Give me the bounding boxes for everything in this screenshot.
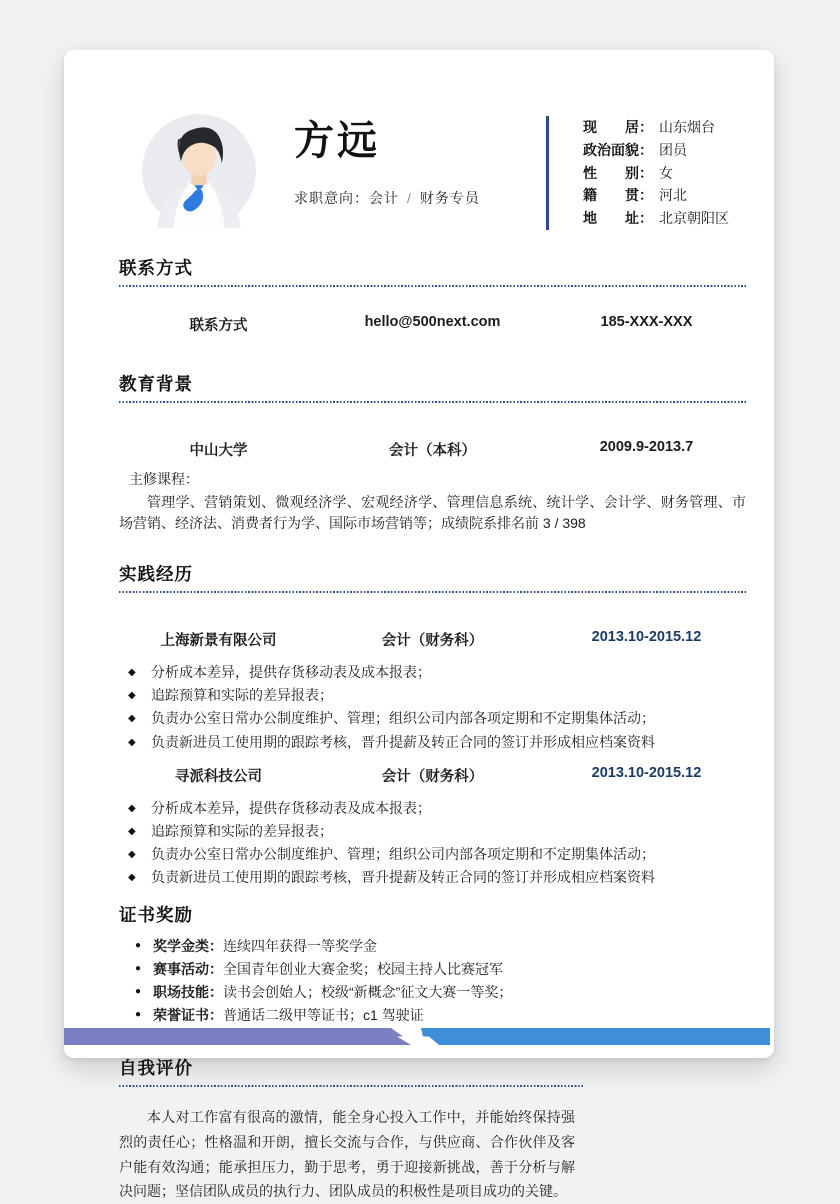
section-contact [119,256,746,335]
avatar [142,114,256,228]
diamond-bullet-icon: ◆ [128,849,136,861]
certificate-label: 荣誉证书： [153,1007,223,1024]
diamond-bullet-icon: ◆ [128,872,136,884]
info-row-political-status [583,139,744,162]
section-divider [119,591,746,593]
courses-text: 管理学、营销策划、微观经济学、宏观经济学、管理信息系统、统计学、会计学、财务管理、市场营销、经济法、消费者行为学、国际市场营销等；成绩院系排名前 3 / 398 [119,493,746,532]
info-row-native-place [583,184,744,207]
section-divider [119,401,746,403]
certificate-text: 普通话二级甲等证书；c1 驾驶证 [223,1007,424,1024]
dot-bullet-icon: ● [135,962,142,974]
self-evaluation-text: 本人对工作富有很高的激情，能全身心投入工作中，并能始终保持强烈的责任心；性格温和开朗，擅长交流与合作，与供应商、合作伙伴及客户能有效沟通；能承担压力，勤于思考，勇于迎接新挑战，善于分析与解决问题；坚信团队成员的执行力、团队成员的积极性是项目成功的关键。 [119,1109,575,1200]
section-title-education: 教育背景 [119,373,193,394]
info-colon: ： [639,119,653,135]
certificate-label: 奖学金类： [153,937,223,954]
section-title-certificates: 证书奖励 [119,904,193,925]
certificate-text: 全国青年创业大赛金奖；校园主持人比赛冠军 [223,960,503,977]
diamond-bullet-icon: ◆ [128,826,136,837]
avatar-photo-icon [142,114,256,228]
job-bullet-text: 追踪预算和实际的差异报表； [151,687,333,704]
job-bullet-text: 负责新进员工使用期的跟踪考核，晋升提薪及转正合同的签订并形成相应档案资料 [151,733,655,750]
job-bullet [119,797,746,820]
job-bullet [119,731,746,754]
footer-decoration [64,1028,770,1045]
info-row-residence [583,116,744,139]
certificate-label: 职场技能： [153,984,223,1001]
section-certificates [119,903,746,1028]
job-department: 会计（财务科） [381,632,484,649]
job-bullet-text: 负责办公室日常办公制度维护、管理；组织公司内部各项定期和不定期集体活动； [151,710,655,727]
education-major: 会计（本科） [388,442,476,459]
section-divider [119,285,746,287]
diamond-bullet-icon: ◆ [128,736,136,748]
education-row [119,439,746,460]
info-row-address [583,207,744,230]
section-title-self-evaluation: 自我评价 [119,1058,193,1079]
contact-label: 联系方式 [189,317,248,334]
education-school: 中山大学 [189,442,248,459]
dot-bullet-icon: ● [135,1009,142,1021]
info-label: 地 址 [583,210,639,227]
job-department: 会计（财务科） [381,768,484,785]
diamond-bullet-icon: ◆ [128,690,136,702]
info-label: 政治面貌 [583,141,639,158]
certificate-text: 连续四年获得一等奖学金 [223,937,377,954]
job-bullet [119,843,746,866]
job-intent-option-1: 会计 [369,190,399,206]
job-bullet-text: 负责新进员工使用期的跟踪考核，晋升提薪及转正合同的签订并形成相应档案资料 [151,869,655,886]
info-colon: ： [639,141,653,158]
diamond-bullet-icon: ◆ [128,713,136,725]
section-title-experience: 实践经历 [119,563,193,584]
contact-email: hello@500next.com [364,313,501,330]
name-block [294,114,480,208]
job-header [119,765,746,786]
resume-header [64,50,774,230]
section-experience [119,562,746,890]
resume-body [64,256,774,1204]
job-bullet-text: 负责办公室日常办公制度维护、管理；组织公司内部各项定期和不定期集体活动； [151,846,655,863]
job-bullet [119,661,746,684]
job-intent-option-2: 财务专员 [419,190,480,206]
job-period: 2013.10-2015.12 [591,764,702,781]
job-intent-separator: / [407,190,412,206]
job-bullet-list [119,797,746,890]
job-intent [294,188,480,208]
job-company: 上海新景有限公司 [160,632,277,649]
info-row-gender [583,162,744,185]
dot-bullet-icon: ● [135,986,142,998]
info-label: 现 居 [583,119,639,135]
job-bullet-text: 追踪预算和实际的差异报表； [151,823,333,839]
certificate-item [119,981,746,1004]
section-self-evaluation [119,1056,746,1203]
info-value: 山东烟台 [659,119,715,135]
certificate-item [119,935,746,958]
diamond-bullet-icon: ◆ [128,802,136,814]
job-company: 寻派科技公司 [175,768,263,785]
job-bullet [119,707,746,730]
contact-phone: 185-XXX-XXX [600,313,693,330]
dot-bullet-icon: ● [135,939,142,951]
info-colon: ： [639,210,653,227]
info-value: 团员 [659,141,687,158]
resume-card [64,50,774,1200]
certificate-label: 赛事活动： [153,960,223,977]
info-value: 女 [659,164,673,181]
footer-bar-purple [64,1028,411,1045]
job-bullet-text: 分析成本差异，提供存货移动表及成本报表； [151,799,431,816]
certificate-item [119,958,746,981]
info-colon: ： [639,164,653,181]
footer-bar-blue [421,1028,770,1045]
job-bullet-list [119,661,746,754]
job-bullet [119,684,746,707]
section-title-contact: 联系方式 [119,257,193,278]
contact-row [119,314,746,335]
job-bullet [119,820,746,843]
diamond-bullet-icon: ◆ [128,666,136,678]
job-period: 2013.10-2015.12 [591,628,702,645]
info-value: 北京朝阳区 [659,210,729,227]
certificate-item [119,1004,746,1027]
job-bullet-text: 分析成本差异，提供存货移动表及成本报表； [151,663,431,680]
info-value: 河北 [659,187,687,204]
info-colon: ： [639,187,653,204]
personal-info-block [546,116,744,230]
section-divider [119,1085,584,1087]
education-period: 2009.9-2013.7 [599,438,694,455]
info-label: 性 别 [583,164,639,181]
candidate-name: 方远 [294,119,380,163]
certificate-text: 读书会创始人；校级“新概念”征文大赛一等奖； [223,984,513,1001]
section-education [119,372,746,535]
job-header [119,629,746,650]
info-label: 籍 贯 [583,187,639,204]
job-intent-label: 求职意向： [294,190,369,206]
courses-label: 主修课程： [129,470,199,487]
certificate-list [119,935,746,1028]
job-bullet [119,866,746,889]
